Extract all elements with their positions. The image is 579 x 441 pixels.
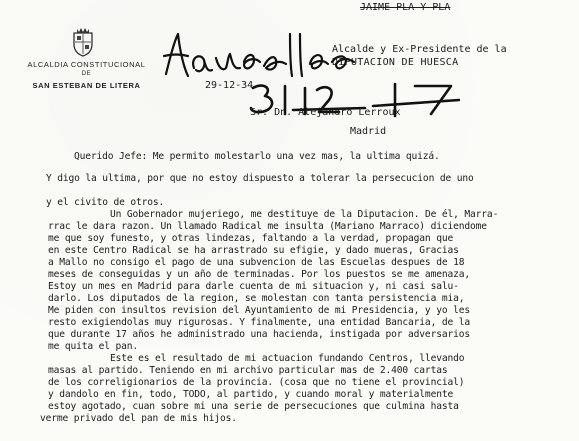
paragraph-line: Y digo la ultima, por que no estoy dispuesto a tolerar la persecucion de uno xyxy=(46,173,474,184)
paragraph-line: Un Gobernador mujeriego, me destituye de la Diputacion. De él, Marra- xyxy=(110,209,499,220)
paragraph-line: resto exigiendolas muy rigurosas. Y finalmente, una entidad Bancaria, de la xyxy=(48,317,470,328)
paragraph-line: Este es el resultado de mi actuacion fundando Centros, llevando xyxy=(110,353,465,364)
recipient-city: Madrid xyxy=(350,126,387,137)
paragraph-line: a Mallo no consigo el pago de una subvencion de las Escuelas despues de 18 xyxy=(48,257,465,268)
paragraph-line: y dandolo en fin, todo, TODO, al partido, y cuando moral y materialmente xyxy=(48,389,454,400)
paragraph-line: Estoy un mes en Madrid para darle cuenta de mi situacion y, ni casi salu- xyxy=(48,281,459,292)
sender-organization: DIPUTACION DE HUESCA xyxy=(332,57,459,68)
paragraph-line: que durante 17 años he administrado una hacienda, instigada por adversarios xyxy=(48,329,470,340)
sender-name: JAIME PLA Y PLA xyxy=(360,2,451,13)
paragraph-line: meses de conseguidas y un año de terminadas. Por los puestos se me amenaza, xyxy=(48,269,470,280)
office-town: SAN ESTEBAN DE LITERA xyxy=(32,81,141,90)
paragraph-line: verme privado del pan de mis hijos. xyxy=(40,413,237,424)
paragraph-line: Me piden con insultos revision del Ayuntamiento de mi Presidencia, y yo les xyxy=(48,305,470,316)
paragraph-line: y el civito de otros. xyxy=(46,197,165,208)
paragraph-line: en este Centro Radical se ha arrastrado su efigie, y dado mueras, Gracias xyxy=(48,245,459,256)
greeting: Querido Jefe: Me permito molestarlo una vez mas, la ultima quizá. xyxy=(74,151,440,162)
letter-date: 29-12-34 xyxy=(205,80,254,91)
office-name: ALCALDIA CONSTITUCIONAL xyxy=(27,60,146,69)
sender-title: Alcalde y Ex-Presidente de la xyxy=(332,44,507,55)
paragraph-line: darlo. Los diputados de la region, se molestan con tanta persistencia mia, xyxy=(48,293,465,304)
handwritten-annotation xyxy=(160,28,360,84)
paragraph-line: rrac le dara razon. Un llamado Radical me insulta (Mariano Marraco) diciendome xyxy=(48,221,487,232)
office-connector: DE xyxy=(81,71,92,77)
paragraph-line: me quita el pan. xyxy=(48,341,139,352)
paragraph-line: masas al partido. Teniendo en mi archivo particular mas de 2.400 cartas xyxy=(48,365,448,376)
coat-of-arms-icon xyxy=(70,27,96,57)
paragraph-line: de los correligionarios de la provincia. (cosa que no tiene el provincial) xyxy=(48,377,465,388)
recipient-name: Sr. Dn. Alejandro Lerroux xyxy=(250,107,401,118)
paragraph-line: estoy agotado, cuan sobre mi una serie de persecuciones que culmina hasta xyxy=(48,401,459,412)
paragraph-line: me que soy funesto, y otras lindezas, faltando a la verdad, propagan que xyxy=(48,233,454,244)
